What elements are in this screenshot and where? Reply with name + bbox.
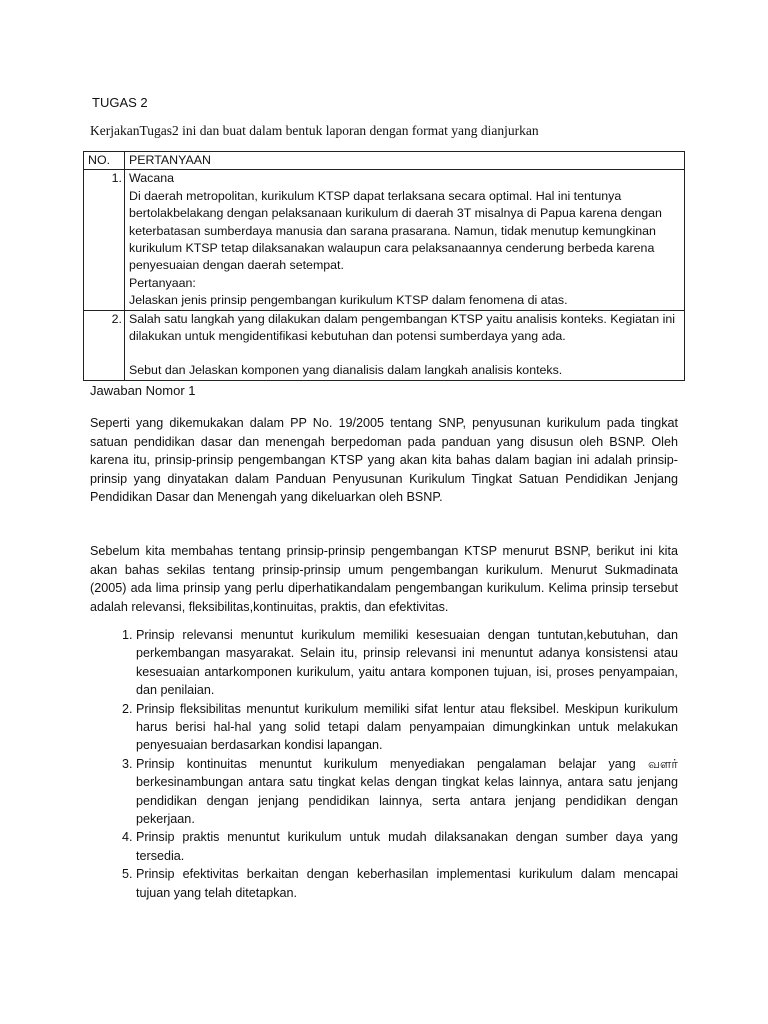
answer-paragraph: Sebelum kita membahas tentang prinsip-prinsip pengembangan KTSP menurut BSNP, berikut ini kita akan bahas sekilas tentang prinsip-prinsip umum pengembangan kurikulum. Menurut Sukmadinata (2005) ada lima prinsip yang perlu diperhatikandalam pengembangan kurikulum. Kelima prinsip tersebut adalah relevansi, fleksibilitas,kontinuitas, praktis, dan efektivitas. (90, 544, 678, 614)
row-heading: Wacana (129, 171, 174, 186)
row-question: Jelaskan jenis prinsip pengembangan kurikulum KTSP dalam fenomena di atas. (129, 293, 568, 308)
instruction-text: KerjakanTugas2 ini dan buat dalam bentuk laporan dengan format yang dianjurkan (90, 123, 539, 138)
header-question: PERTANYAAN (125, 152, 685, 170)
row-question: Sebut dan Jelaskan komponen yang dianalisis dalam langkah analisis konteks. (129, 363, 563, 378)
row-number: 2. (84, 310, 125, 380)
questions-table (83, 151, 685, 381)
row-text: Di daerah metropolitan, kurikulum KTSP dapat terlaksana secara optimal. Hal ini tentunya bertolakbelakang dengan pelaksanaan kurikulum di daerah 3T misalnya di Papua karena dengan keterbatasan sumberdaya manusia dan sarana prasarana. Namun, tidak menutup kemungkinan kurikulum KTSP tetap dilaksanakan walaupun cara pelaksanaannya cenderung berbeda karena penyesuaian dengan daerah setempat. (129, 188, 662, 273)
table-row (84, 310, 685, 380)
document-title: TUGAS 2 (92, 95, 148, 110)
list-item: 2. Prinsip fleksibilitas menuntut kurikulum memiliki sifat lentur atau fleksibel. Meskipun kurikulum harus berisi hal-hal yang solid tetapi dalam penyampaian dimungkinkan untuk melakukan penyesuaian berdasarkan kondisi lapangan. (136, 700, 678, 755)
header-no: NO. (84, 152, 125, 170)
row-number: 1. (84, 170, 125, 310)
list-item: 3. Prinsip kontinuitas menuntut kurikulum menyediakan pengalaman belajar yang வளர் berkesinambungan antara satu tingkat kelas dengan tingkat kelas lainnya, antara satu jenjang pendidikan dengan jenjang pendidikan lainnya, serta antara jenjang pendidikan dengan pekerjaan. (136, 755, 678, 829)
row-question-label: Pertanyaan: (129, 275, 196, 290)
answer-paragraph: Seperti yang dikemukakan dalam PP No. 19/2005 tentang SNP, penyusunan kurikulum pada tingkat satuan pendidikan dasar dan menengah berpedoman pada panduan yang disusun oleh BSNP. Oleh karena itu, prinsip-prinsip pengembangan KTSP yang akan kita bahas dalam bagian ini adalah prinsip-prinsip yang dinyatakan dalam Panduan Penyusunan Kurikulum Tingkat Satuan Pendidikan Jenjang Pendidikan Dasar dan Menengah yang dikeluarkan oleh BSNP. (90, 416, 678, 505)
list-item: 1. Prinsip relevansi menuntut kurikulum memiliki kesesuaian dengan tuntutan,kebutuhan, dan perkembangan masyarakat. Selain itu, prinsip relevansi ini menuntut adanya konsistensi atau kesesuaian antarkomponen kurikulum, yaitu antara komponen tujuan, isi, proses penyampaian, dan penilaian. (136, 626, 678, 700)
row-content (125, 170, 685, 310)
answer-title: Jawaban Nomor 1 (90, 383, 196, 398)
list-item: 5. Prinsip efektivitas berkaitan dengan keberhasilan implementasi kurikulum dalam mencapai tujuan yang telah ditetapkan. (136, 865, 678, 902)
table-header-row (84, 152, 685, 170)
table-row (84, 170, 685, 310)
row-text: Salah satu langkah yang dilakukan dalam pengembangan KTSP yaitu analisis konteks. Kegiatan ini dilakukan untuk mengidentifikasi kebutuhan dan potensi sumberdaya yang ada. (129, 311, 676, 344)
list-item: 4. Prinsip praktis menuntut kurikulum untuk mudah dilaksanakan dengan sumber daya yang tersedia. (136, 828, 678, 865)
row-content (125, 310, 685, 380)
principles-list (90, 626, 678, 902)
row-spacer (129, 345, 680, 362)
